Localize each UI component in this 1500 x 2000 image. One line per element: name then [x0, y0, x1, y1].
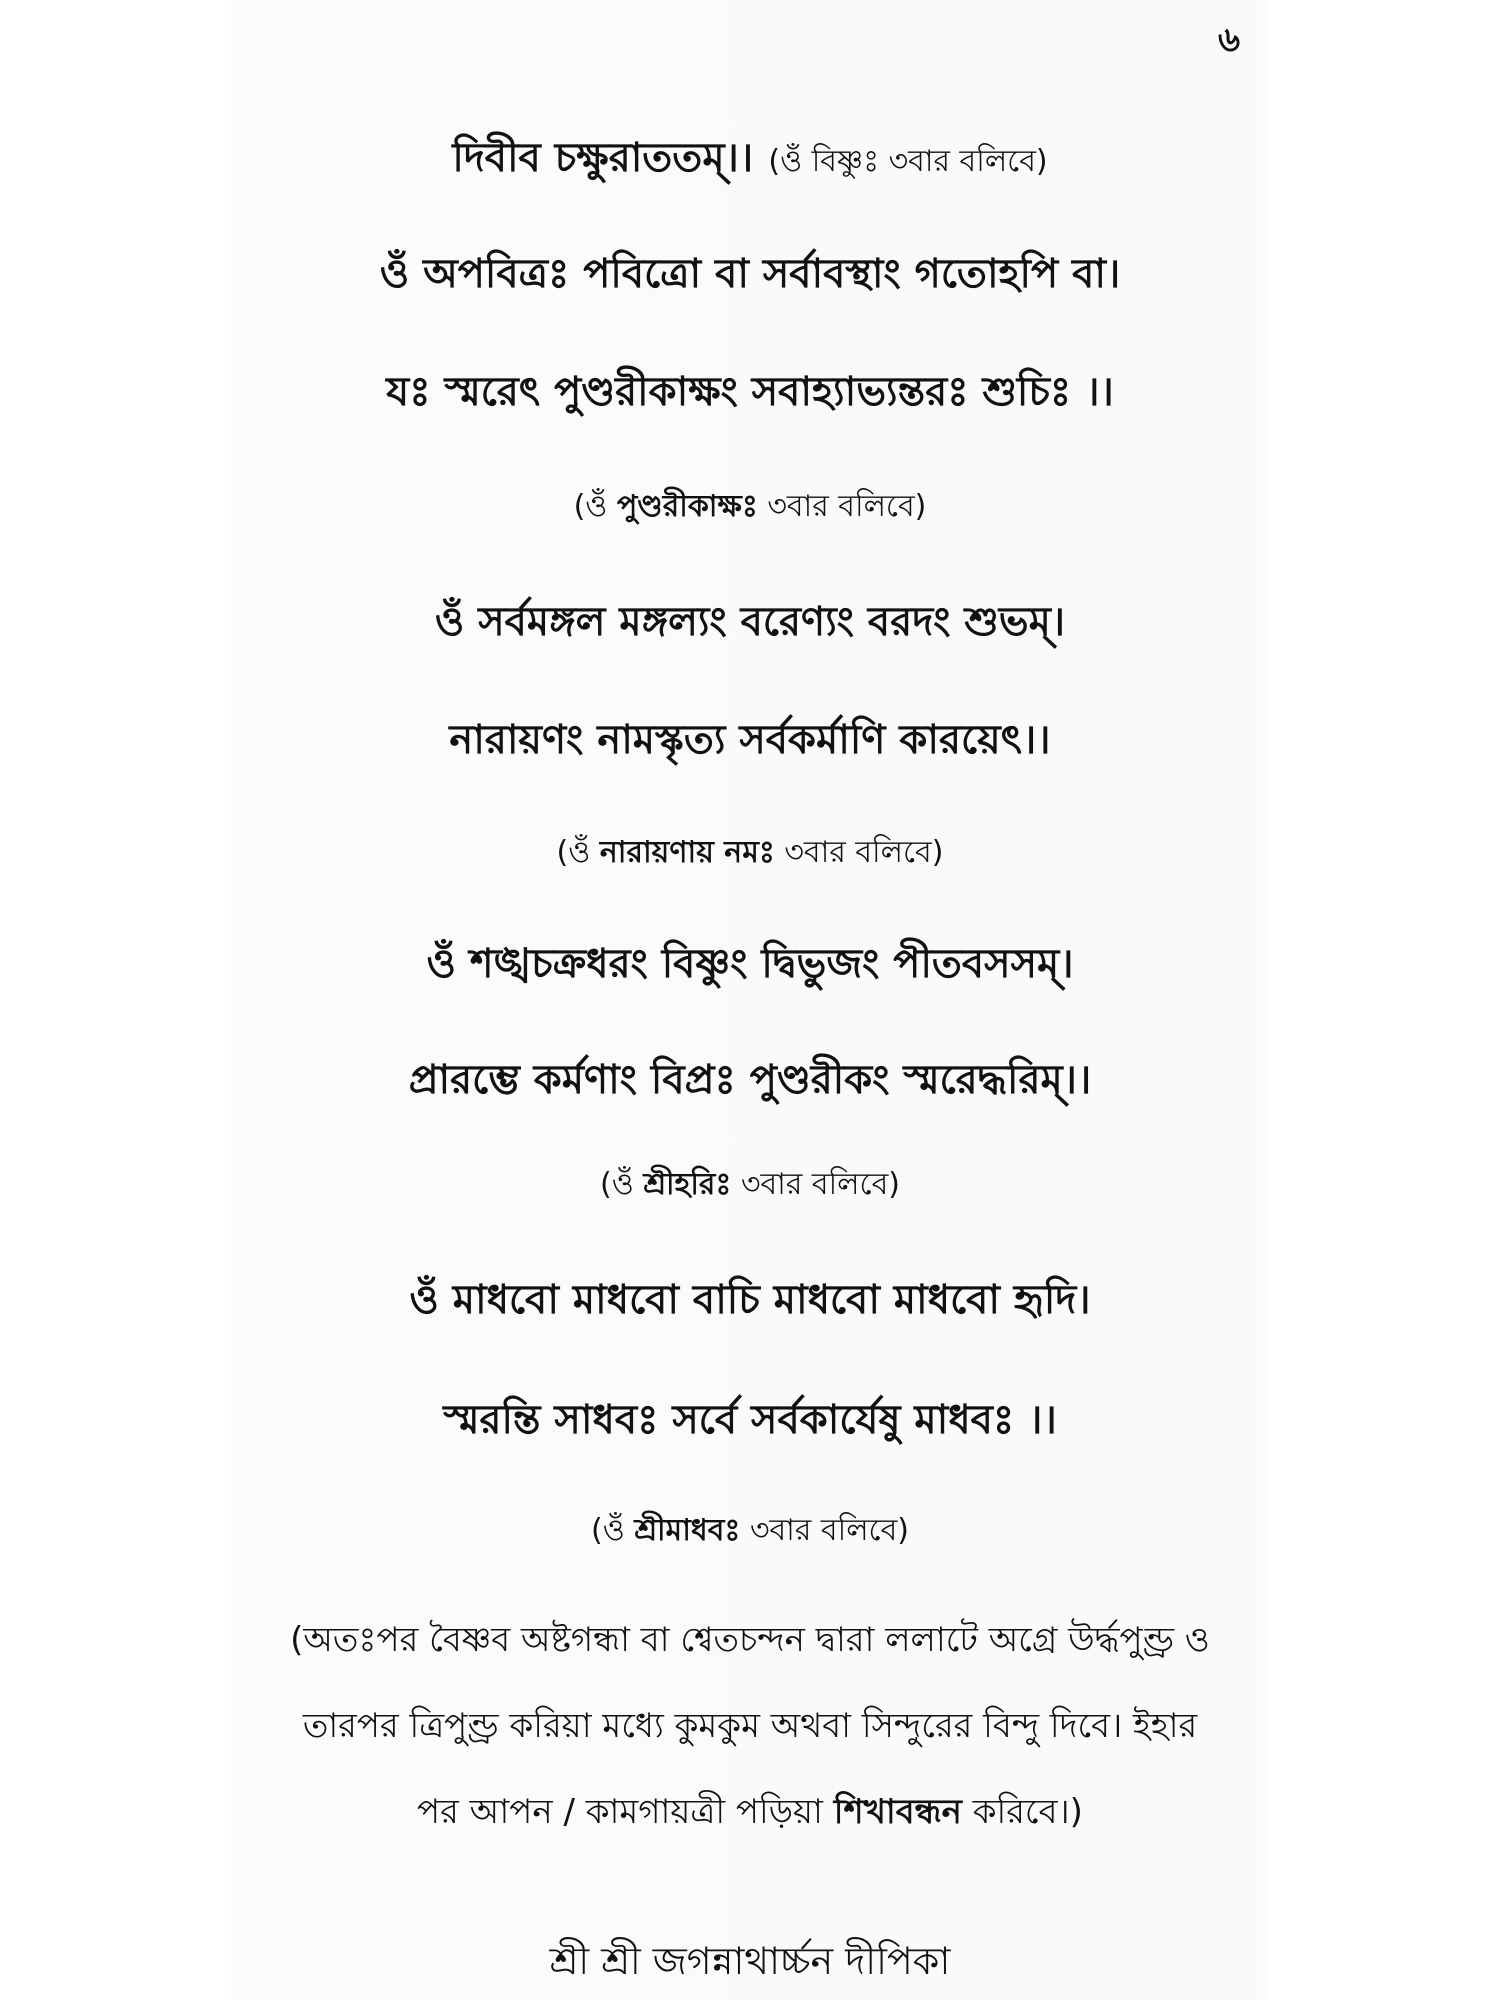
note-open: (ওঁ — [556, 835, 591, 870]
verse-line-9: প্রারম্ভে কর্মণাং বিপ্রঃ পুণ্ডরীকং স্মরেদ্ধরিম্।। — [408, 1057, 1092, 1103]
note-open: (ওঁ — [600, 1167, 634, 1202]
instruction-text-end: করিবে।) — [972, 1792, 1083, 1832]
verse-text-1: দিবীব চক্ষুরাততম্।। — [452, 135, 754, 181]
note-bold: শ্রীমাধবঃ — [634, 1513, 741, 1548]
instruction-line-1: (অতঃপর বৈষ্ণব অষ্টগন্ধা বা শ্বেতচন্দন দ্বারা ললাটে অগ্রে উর্দ্ধপুণ্ড্র ও — [290, 1620, 1210, 1660]
note-bold: নারায়ণায় নমঃ — [599, 835, 775, 870]
note-rest: ৩বার বলিবে) — [784, 835, 944, 870]
verse-line-1 — [0, 126, 1500, 193]
note-rest: ৩বার বলিবে) — [749, 1513, 909, 1548]
instruction-line-2: তারপর ত্রিপুণ্ড্র করিয়া মধ্যে কুমকুম অথবা সিন্দুরের বিন্দু দিবে। ইহার — [302, 1706, 1198, 1746]
note-bold: পুণ্ডরীকাক্ষঃ — [616, 489, 758, 524]
instruction-text: পর আপন / কামগায়ত্রী পড়িয়া — [417, 1792, 823, 1832]
verse-line-2: ওঁ অপবিত্রঃ পবিত্রো বা সর্বাবস্থাং গতোহপি বা। — [379, 251, 1121, 297]
note-open: (ওঁ — [591, 1513, 625, 1548]
note-bold: শ্রীহরিঃ — [643, 1167, 732, 1202]
note-rest: ৩বার বলিবে) — [767, 489, 927, 524]
verse-line-6: নারায়ণং নামস্কৃত্য সর্বকর্মাণি কারয়েৎ।। — [449, 717, 1051, 763]
repeat-note-5 — [0, 1506, 1500, 1557]
instruction-bold: শিখাবন্ধন — [833, 1792, 962, 1832]
verse-line-3: যঃ স্মরেৎ পুণ্ডরীকাক্ষং সবাহ্যাভ্যন্তরঃ শুচিঃ ।। — [386, 369, 1114, 415]
verse-line-8: ওঁ শঙ্খচক্রধরং বিষ্ণুং দ্বিভুজং পীতবসসম্। — [426, 941, 1074, 987]
verse-line-12: স্মরন্তি সাধবঃ সর্বে সর্বকার্যেষু মাধবঃ ।। — [443, 1397, 1057, 1443]
verse-line-5: ওঁ সর্বমঙ্গল মঙ্গল্যং বরেণ্যং বরদং শুভম্। — [434, 599, 1066, 645]
book-title-footer: শ্রী শ্রী জগন্নাথার্চ্চন দীপিকা — [549, 1939, 951, 1983]
page-number: ৬ — [1218, 20, 1241, 60]
instruction-line-3 — [0, 1786, 1500, 1843]
verse-line-11: ওঁ মাধবো মাধবো বাচি মাধবো মাধবো হৃদি। — [409, 1277, 1091, 1323]
note-open: (ওঁ — [573, 489, 608, 524]
repeat-note-2 — [0, 482, 1500, 533]
repeat-note-4 — [0, 1160, 1500, 1211]
note-rest: ৩বার বলিবে) — [740, 1167, 900, 1202]
repeat-note-3 — [0, 828, 1500, 879]
repeat-note-1: (ওঁ বিষ্ণুঃ ৩বার বলিবে) — [768, 144, 1048, 179]
